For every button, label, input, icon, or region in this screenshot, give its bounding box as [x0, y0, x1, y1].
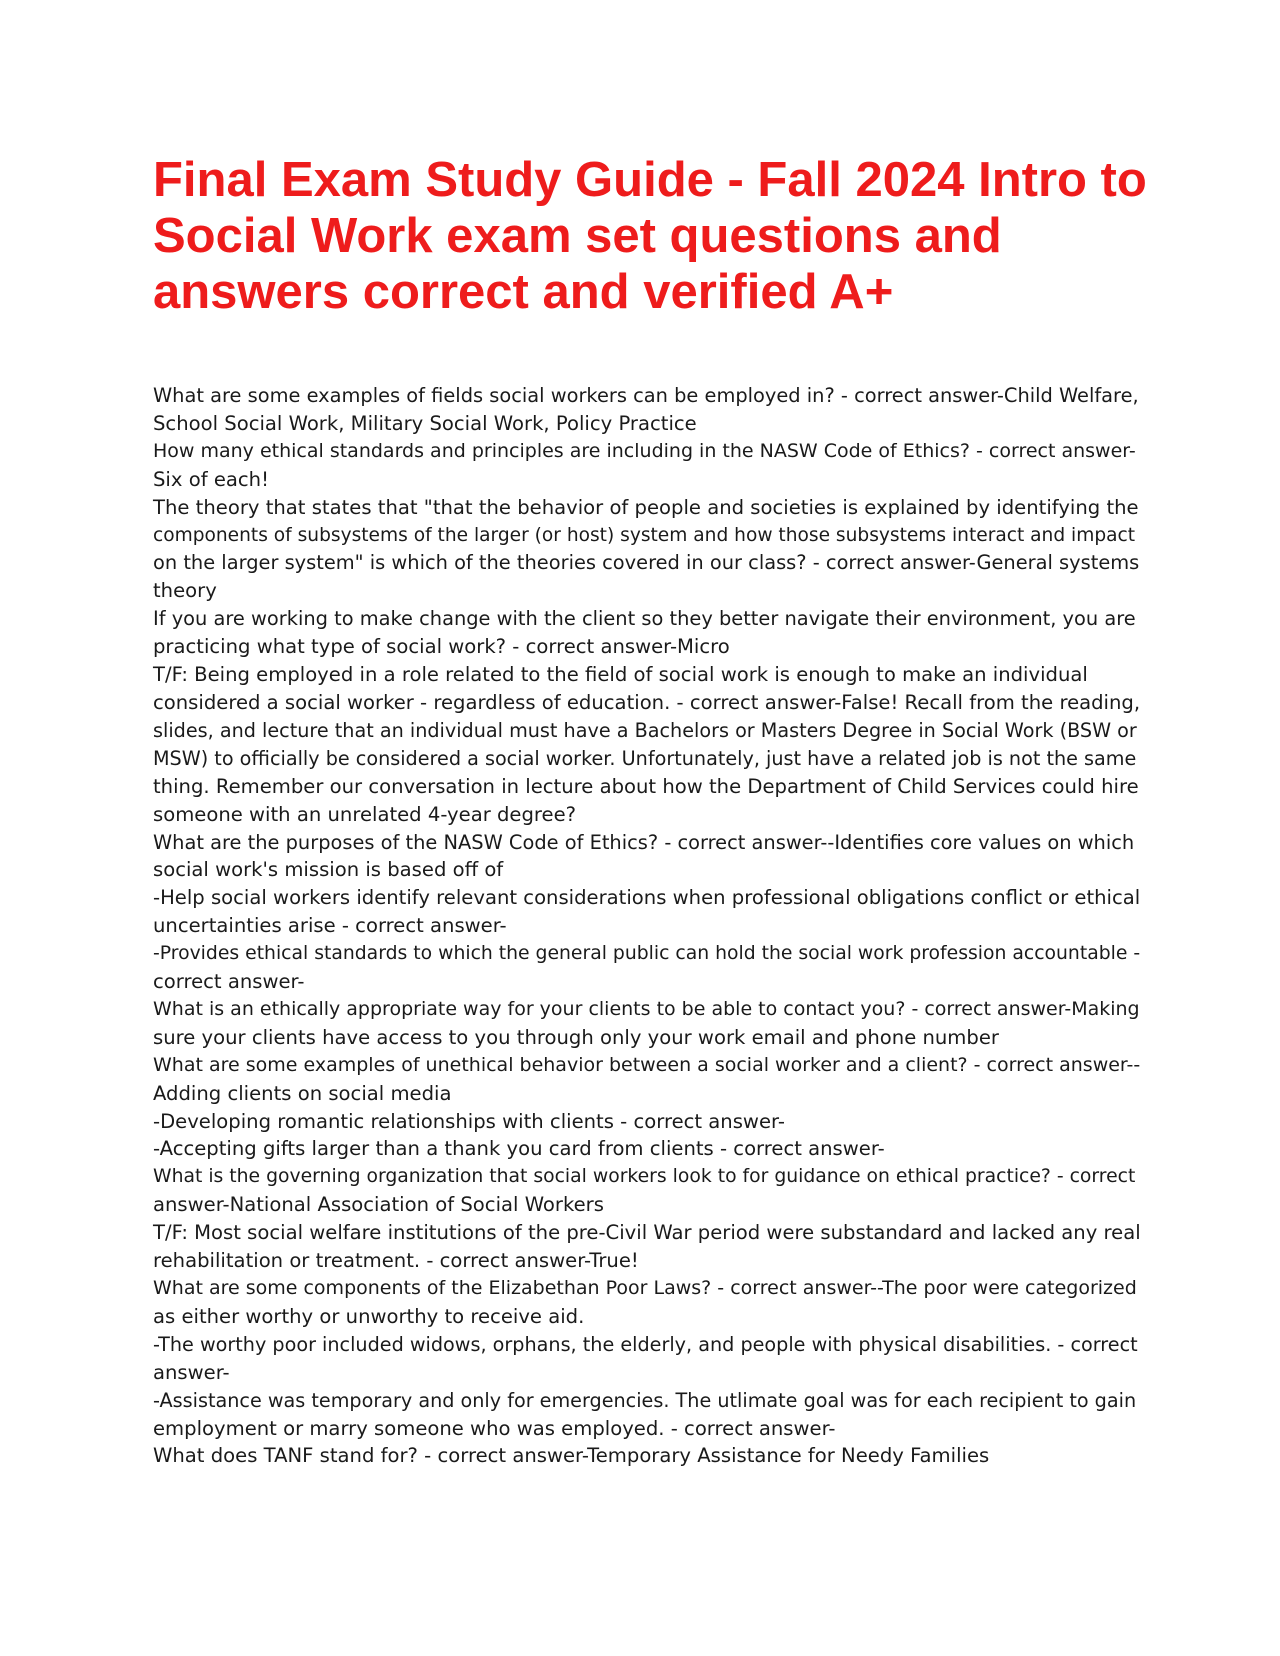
- text-line: -Assistance was temporary and only for emergencies. The utlimate goal was for each recipient to gain: [153, 1388, 1137, 1412]
- document-body: [153, 382, 1143, 1470]
- text-line: uncertainties arise - correct answer-: [153, 914, 507, 938]
- text-line: If you are working to make change with the client so they better navigate their environment, you are: [153, 607, 1136, 631]
- text-line: thing. Remember our conversation in lecture about how the Department of Child Services could hire: [153, 774, 1139, 798]
- text-line: What are some examples of fields social workers can be employed in? - correct answer-Child Welfare,: [153, 384, 1139, 407]
- text-line: considered a social worker - regardless of education. - correct answer-False! Recall from the reading,: [153, 690, 1141, 714]
- text-line: correct answer-: [153, 970, 305, 994]
- text-line: social work's mission is based off of: [153, 858, 504, 882]
- text-line: Adding clients on social media: [153, 1081, 452, 1105]
- text-line: answer-: [153, 1360, 230, 1384]
- text-line: -The worthy poor included widows, orphans, the elderly, and people with physical disabilities. - correct: [153, 1332, 1138, 1356]
- text-line: What is the governing organization that social workers look to for guidance on ethical practice? - correct: [153, 1166, 1136, 1188]
- text-line: sure your clients have access to you through only your work email and phone number: [153, 1025, 999, 1049]
- text-line: someone with an unrelated 4-year degree?: [153, 802, 577, 826]
- text-line: What are the purposes of the NASW Code of Ethics? - correct answer--Identifies core values on which: [153, 830, 1135, 854]
- document-title: Final Exam Study Guide - Fall 2024 Intro to Social Work exam set questions and answers correct and verified A+: [153, 153, 1147, 319]
- text-line: slides, and lecture that an individual must have a Bachelors or Masters Degree in Social Work (BSW or: [153, 718, 1137, 742]
- text-line: -Help social workers identify relevant considerations when professional obligations conflict or ethical: [153, 886, 1141, 910]
- text-line: What does TANF stand for? - correct answer-Temporary Assistance for Needy Families: [153, 1444, 990, 1468]
- text-line: -Developing romantic relationships with clients - correct answer-: [153, 1109, 785, 1133]
- text-line: practicing what type of social work? - correct answer-Micro: [153, 635, 730, 659]
- text-line: on the larger system" is which of the theories covered in our class? - correct answer-General systems: [153, 551, 1140, 575]
- text-line: What is an ethically appropriate way for your clients to be able to contact you? - correct answer-Making: [153, 997, 1140, 1020]
- text-line: What are some components of the Elizabethan Poor Laws? - correct answer--The poor were categorized: [153, 1277, 1137, 1299]
- text-line: components of subsystems of the larger (or host) system and how those subsystems interact and impact: [153, 524, 1136, 546]
- text-line: The theory that states that "that the behavior of people and societies is explained by identifying the: [153, 495, 1139, 519]
- text-line: Six of each!: [153, 467, 269, 491]
- text-line: rehabilitation or treatment. - correct answer-True!: [153, 1249, 639, 1273]
- text-line: as either worthy or unworthy to receive aid.: [153, 1304, 585, 1328]
- text-line: employment or marry someone who was employed. - correct answer-: [153, 1416, 836, 1440]
- text-line: theory: [153, 579, 217, 603]
- text-line: What are some examples of unethical behavior between a social worker and a client? - correct answer--: [153, 1053, 1141, 1076]
- text-line: -Provides ethical standards to which the general public can hold the social work profession accountable -: [153, 943, 1141, 965]
- text-line: -Accepting gifts larger than a thank you card from clients - correct answer-: [153, 1137, 885, 1161]
- text-line: T/F: Being employed in a role related to the field of social work is enough to make an individual: [153, 663, 1088, 687]
- text-line: School Social Work, Military Social Work, Policy Practice: [153, 411, 697, 435]
- text-line: answer-National Association of Social Workers: [153, 1193, 604, 1217]
- text-line: How many ethical standards and principles are including in the NASW Code of Ethics? - correct answer-: [153, 439, 1136, 462]
- text-line: T/F: Most social welfare institutions of the pre-Civil War period were substandard and lacked any real: [153, 1221, 1141, 1245]
- text-line: MSW) to officially be considered a social worker. Unfortunately, just have a related job is not the same: [153, 746, 1137, 770]
